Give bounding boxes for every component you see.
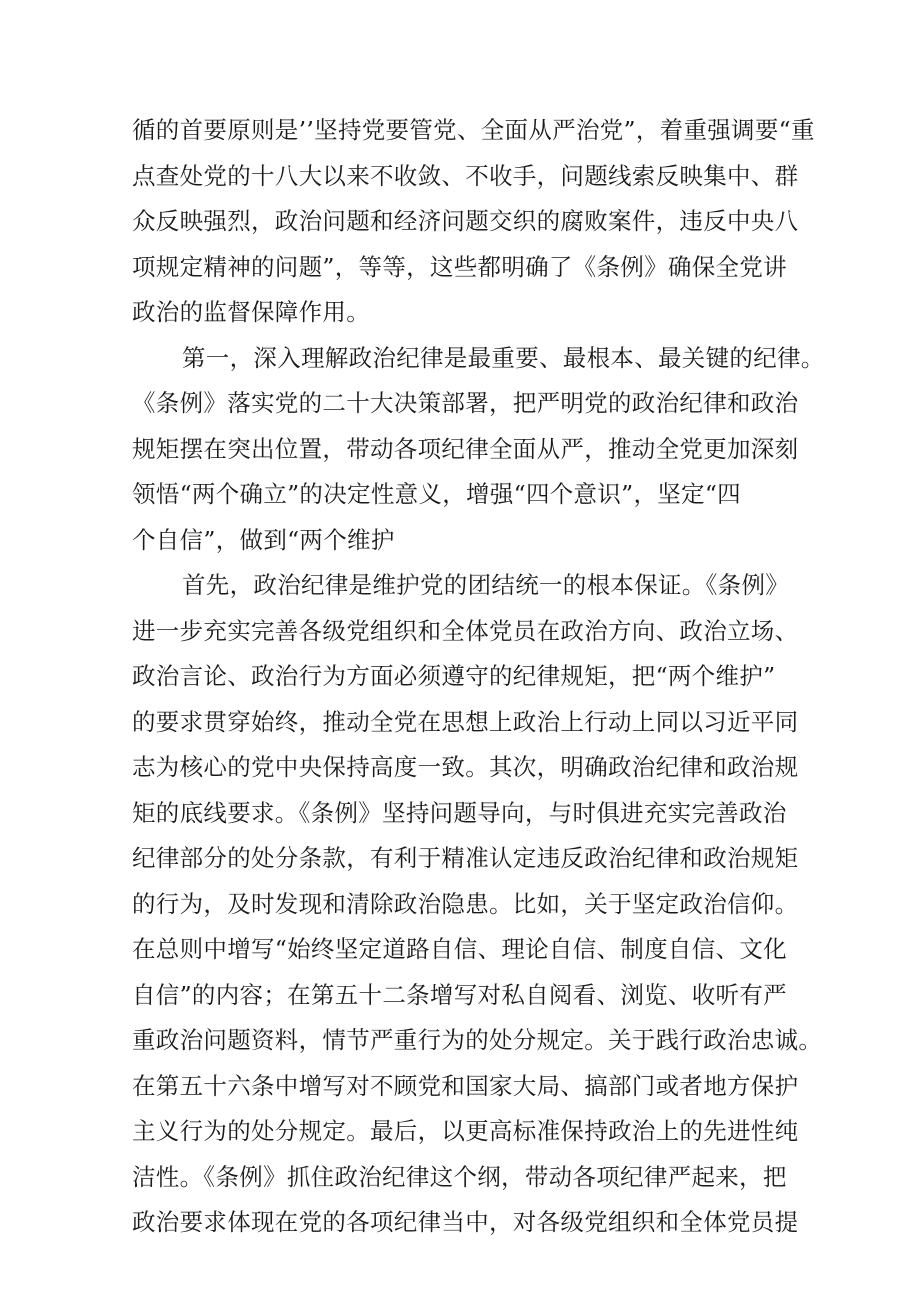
text-line: 政治要求体现在党的各项纪律当中，对各级党组织和全体党员提 bbox=[132, 1208, 799, 1236]
text-line: 政治言论、政治行为方面必须遵守的纪律规矩，把“两个维护” bbox=[132, 662, 776, 690]
text-line: 进一步充实完善各级党组织和全体党员在政治方向、政治立场、 bbox=[132, 616, 799, 645]
text-line: 项规定精神的问题”，等等，这些都明确了《条例》确保全党讲 bbox=[132, 252, 787, 281]
text-line: 《条例》落实党的二十大决策部署，把严明党的政治纪律和政治 bbox=[132, 389, 799, 417]
text-line: 在第五十六条中增写对不顾党和国家大局、搞部门或者地方保护 bbox=[132, 1071, 799, 1100]
paragraph-first-line: 第一，深入理解政治纪律是最重要、最根本、最关键的纪律。 bbox=[182, 343, 825, 372]
text-line: 的要求贯穿始终，推动全党在思想上政治上行动上同以习近平同 bbox=[132, 707, 799, 736]
text-line: 矩的底线要求。《条例》坚持问题导向，与时俱进充实完善政治 bbox=[132, 798, 787, 827]
text-line: 重政治问题资料，情节严重行为的处分规定。关于践行政治忠诚。 bbox=[132, 1026, 823, 1054]
text-line: 领悟“两个确立”的决定性意义，增强“四个意识”，坚定“四 bbox=[132, 480, 741, 508]
text-line: 政治的监督保障作用。 bbox=[132, 298, 370, 326]
text-line: 洁性。《条例》抓住政治纪律这个纲，带动各项纪律严起来，把 bbox=[132, 1162, 787, 1191]
text-line: 纪律部分的处分条款，有利于精准认定违反政治纪律和政治规矩 bbox=[132, 844, 799, 872]
text-line: 在总则中增写“始终坚定道路自信、理论自信、制度自信、文化 bbox=[132, 935, 787, 963]
document-body bbox=[132, 108, 825, 1246]
text-line: 规矩摆在突出位置，带动各项纪律全面从严，推动全党更加深刻 bbox=[132, 434, 799, 463]
text-line: 自信”的内容；在第五十二条增写对私自阅看、浏览、收听有严 bbox=[132, 980, 787, 1009]
text-line: 志为核心的党中央保持高度一致。其次，明确政治纪律和政治规 bbox=[132, 753, 799, 781]
text-line: 的行为，及时发现和清除政治隐患。比如，关于坚定政治信仰。 bbox=[132, 889, 799, 918]
text-line: 点查处党的十八大以来不收敛、不收手，问题线索反映集中、群 bbox=[132, 161, 799, 190]
paragraph-first-line: 首先，政治纪律是维护党的团结统一的根本保证。《条例》 bbox=[182, 571, 790, 599]
text-line: 个自信”，做到“两个维护 bbox=[132, 525, 395, 554]
text-line: 众反映强烈，政治问题和经济问题交织的腐败案件，违反中央八 bbox=[132, 207, 799, 235]
text-line: 主义行为的处分规定。最后，以更高标准保持政治上的先进性纯 bbox=[132, 1117, 799, 1145]
text-line: 循的首要原则是’’坚持党要管党、全面从严治党”，着重强调要“重 bbox=[132, 116, 815, 144]
